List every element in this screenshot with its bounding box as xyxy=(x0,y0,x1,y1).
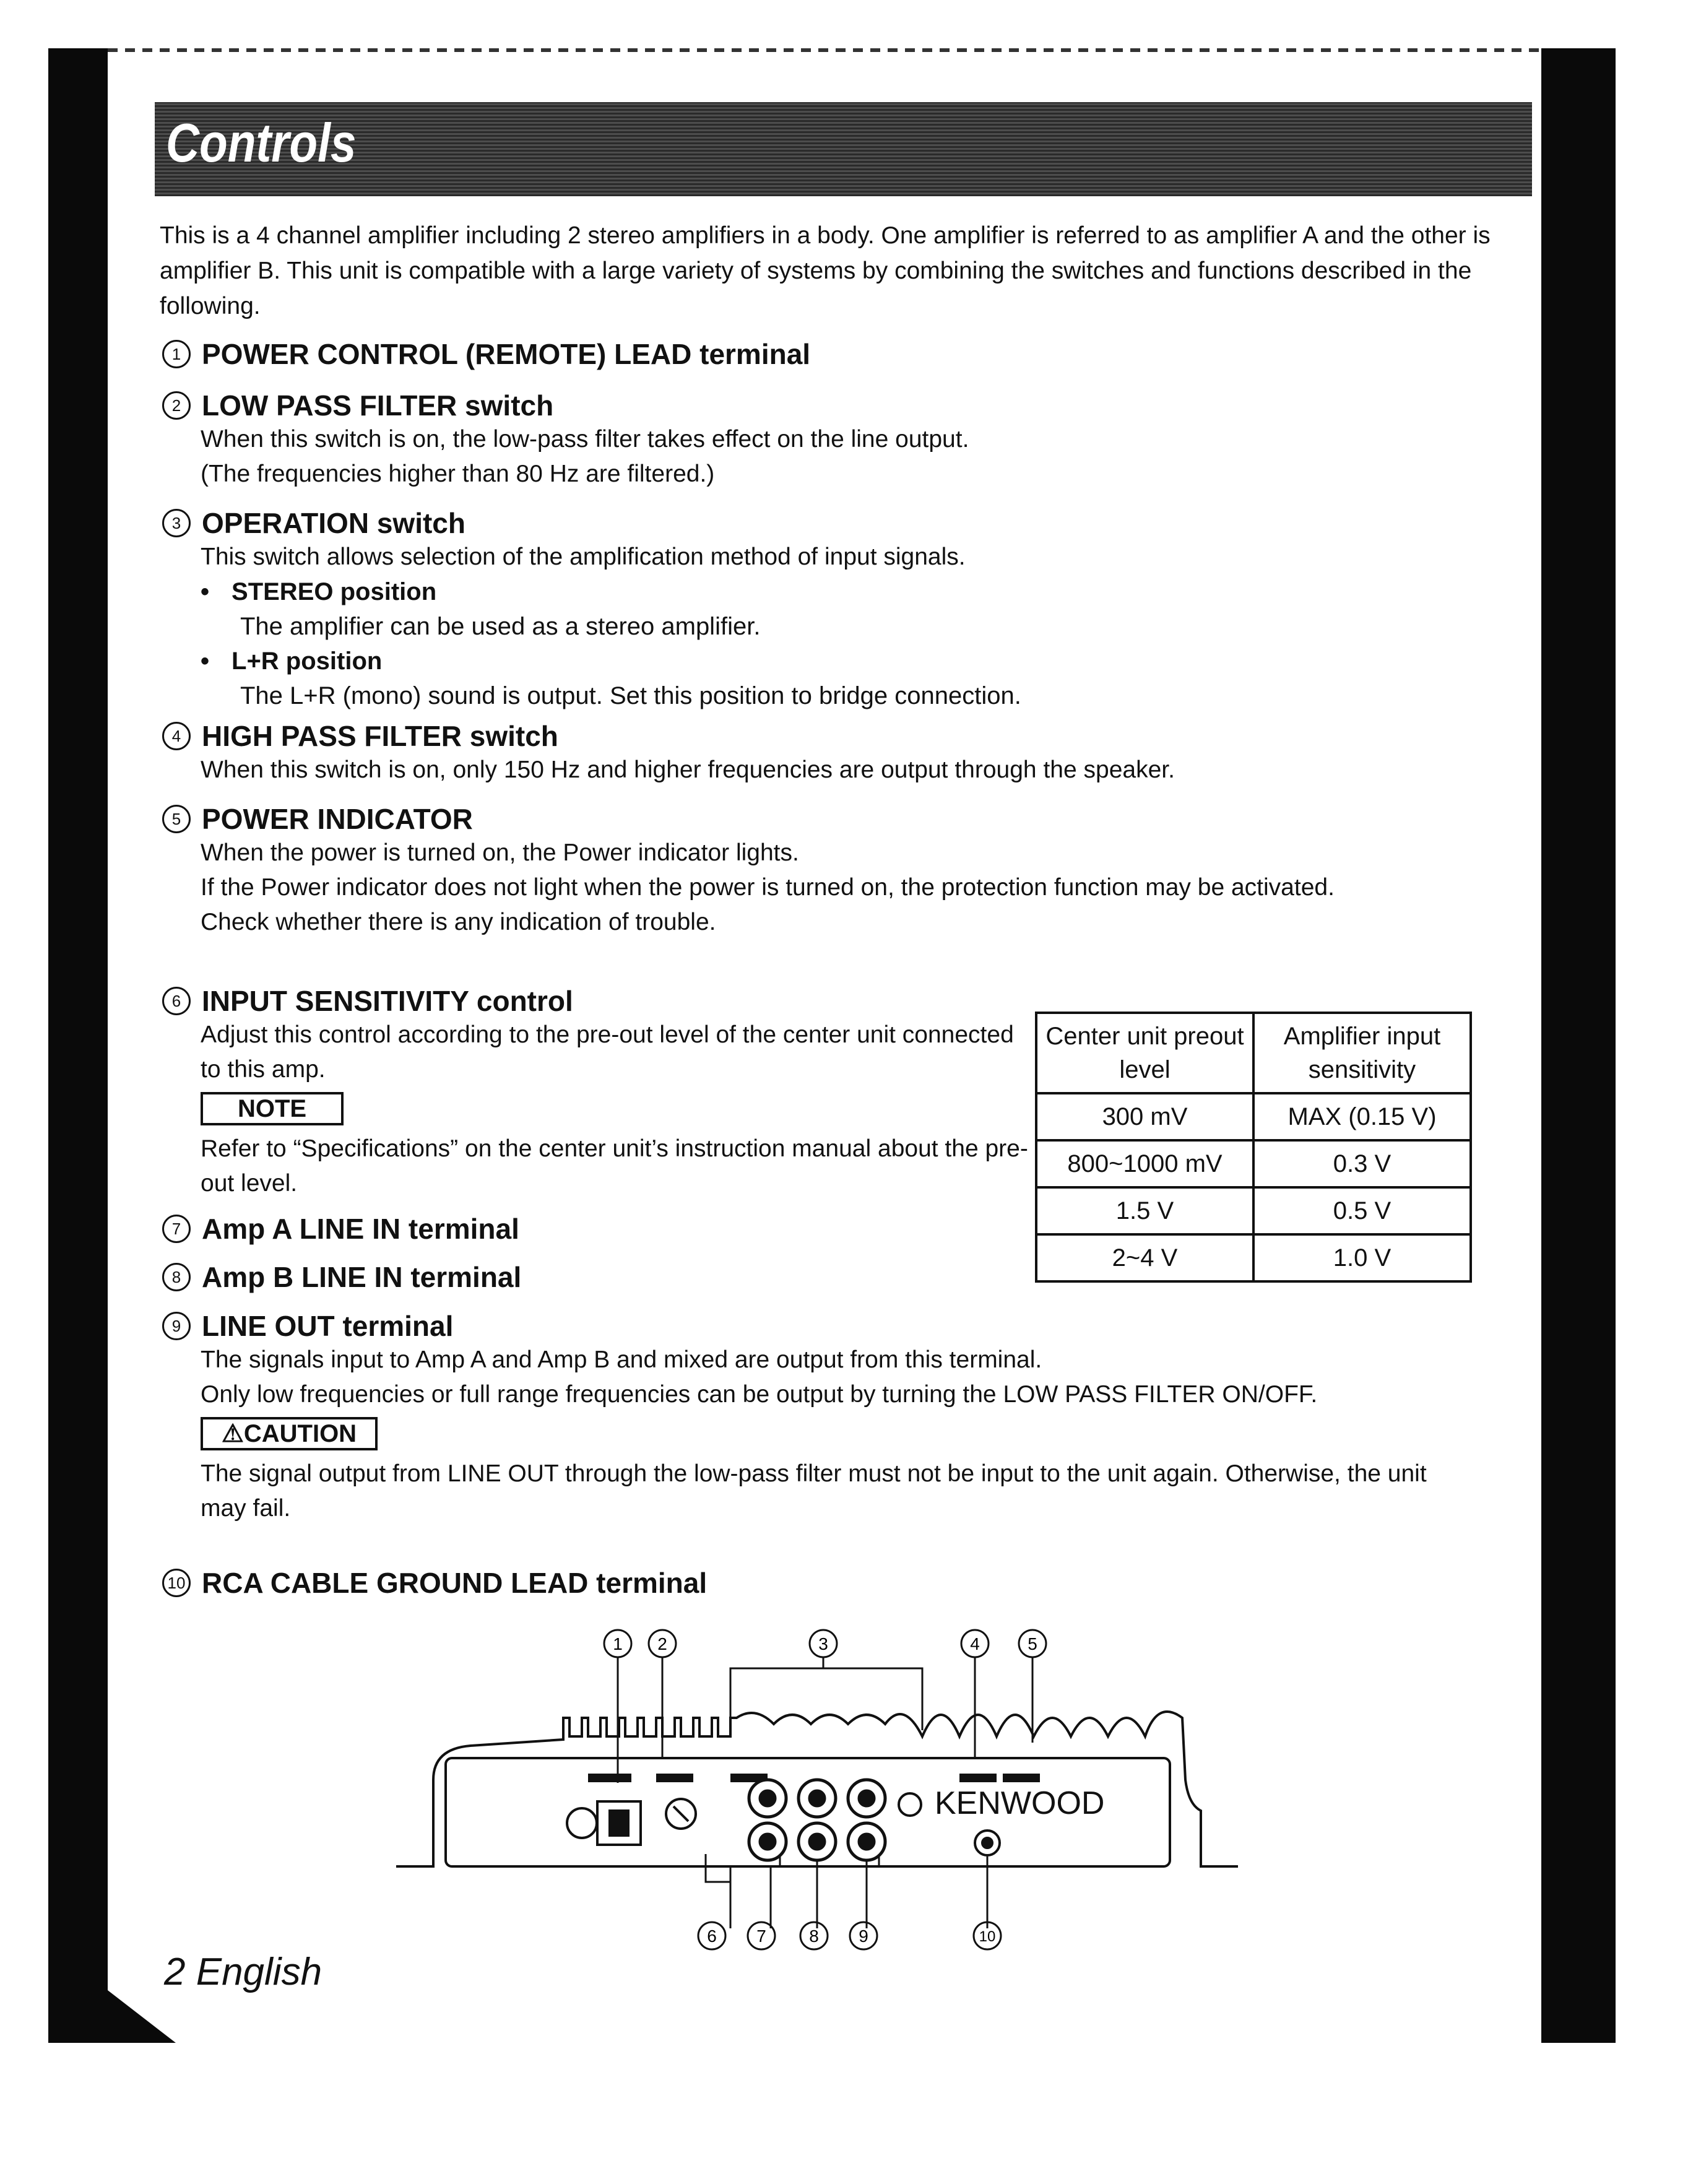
item-number: 3 xyxy=(162,509,191,537)
callout-4 xyxy=(961,1630,989,1657)
page-corner-mark xyxy=(108,1990,176,2043)
item-number: 7 xyxy=(162,1215,191,1243)
item-number: 1 xyxy=(162,340,191,368)
item-text: Only low frequencies or full range frequencies can be output by turning the LOW PASS FILTER ON/OFF. xyxy=(201,1381,1318,1408)
item-number: 5 xyxy=(162,805,191,833)
table-cell: 2~4 V xyxy=(1036,1234,1253,1281)
page-number: 2 xyxy=(164,1951,186,1993)
rca-jacks xyxy=(749,1780,885,1860)
caution-text: The signal output from LINE OUT through the low-pass filter must not be input to the unit again. Otherwise, the unit may fail. xyxy=(201,1460,1427,1522)
svg-text:10: 10 xyxy=(979,1928,996,1945)
footer-language: English xyxy=(196,1951,322,1993)
svg-text:4: 4 xyxy=(970,1634,980,1653)
svg-text:7: 7 xyxy=(756,1926,766,1946)
item-title: LOW PASS FILTER switch xyxy=(202,389,554,422)
table-header: Center unit preout level xyxy=(1036,1013,1253,1093)
item-text: The signals input to Amp A and Amp B and mixed are output from this terminal. xyxy=(201,1346,1042,1373)
bullet-text: The L+R (mono) sound is output. Set this position to bridge connection. xyxy=(240,682,1021,709)
item-text: Adjust this control according to the pre-out level of the center unit connected to this amp. xyxy=(201,1021,1014,1083)
sensitivity-table xyxy=(1035,1012,1472,1283)
table-cell: 1.5 V xyxy=(1036,1187,1253,1234)
item-text: (The frequencies higher than 80 Hz are filtered.) xyxy=(201,461,715,487)
item-title: POWER INDICATOR xyxy=(202,803,473,835)
bullet-title: • L+R position xyxy=(201,644,1524,678)
amplifier-diagram xyxy=(384,1619,1288,1953)
item-title: HIGH PASS FILTER switch xyxy=(202,720,558,752)
callout-7 xyxy=(748,1922,775,1949)
table-row xyxy=(1036,1140,1471,1187)
item-rca-ground-lead xyxy=(162,1566,1524,1600)
item-title: Amp B LINE IN terminal xyxy=(202,1261,522,1293)
item-number: 9 xyxy=(162,1312,191,1340)
table-row xyxy=(1036,1234,1471,1281)
item-low-pass-filter xyxy=(162,389,1524,492)
note-label: NOTE xyxy=(201,1092,344,1125)
bullet-text: The amplifier can be used as a stereo amplifier. xyxy=(240,613,761,640)
table-cell: MAX (0.15 V) xyxy=(1253,1093,1471,1140)
item-power-control-lead xyxy=(162,337,1524,371)
svg-text:1: 1 xyxy=(613,1634,623,1653)
section-header-bar xyxy=(155,102,1532,196)
item-title: Amp A LINE IN terminal xyxy=(202,1213,519,1245)
item-text: This switch allows selection of the amplification method of input signals. xyxy=(201,544,966,570)
item-power-indicator xyxy=(162,802,1524,940)
item-title: OPERATION switch xyxy=(202,507,465,539)
callout-5 xyxy=(1019,1630,1046,1657)
svg-text:9: 9 xyxy=(859,1926,868,1946)
item-number: 8 xyxy=(162,1263,191,1291)
scan-border-top xyxy=(108,48,1541,52)
table-cell: 0.3 V xyxy=(1253,1140,1471,1187)
power-lead-terminal xyxy=(567,1801,641,1845)
svg-text:2: 2 xyxy=(657,1634,667,1653)
item-text: When this switch is on, the low-pass filter takes effect on the line output. xyxy=(201,426,969,453)
table-row xyxy=(1036,1093,1471,1140)
callout-2 xyxy=(649,1630,676,1657)
callout-9 xyxy=(850,1922,877,1949)
item-text: If the Power indicator does not light when the power is turned on, the protection function may be activated. xyxy=(201,874,1335,901)
item-input-sensitivity xyxy=(162,984,1029,1201)
table-cell: 800~1000 mV xyxy=(1036,1140,1253,1187)
item-text: When this switch is on, only 150 Hz and higher frequencies are output through the speaker. xyxy=(201,756,1175,783)
svg-text:6: 6 xyxy=(707,1926,717,1946)
section-title: Controls xyxy=(166,112,357,173)
caution-label: ⚠CAUTION xyxy=(201,1417,378,1450)
item-number: 2 xyxy=(162,391,191,420)
bullet-stereo xyxy=(201,574,1524,644)
intro-paragraph: This is a 4 channel amplifier including 2 stereo amplifiers in a body. One amplifier is referred to as amplifier A and the other is amplifier B. This unit is compatible with a large variety of systems by combining the switches and functions described in the following. xyxy=(160,222,1491,319)
item-title: RCA CABLE GROUND LEAD terminal xyxy=(202,1567,708,1599)
scan-border-right xyxy=(1541,48,1616,2043)
svg-text:8: 8 xyxy=(809,1926,819,1946)
bullet-lr xyxy=(201,644,1524,713)
item-title: POWER CONTROL (REMOTE) LEAD terminal xyxy=(202,338,811,370)
callout-1 xyxy=(604,1630,631,1657)
item-text: Check whether there is any indication of trouble. xyxy=(201,909,716,935)
table-header-row xyxy=(1036,1013,1471,1093)
item-line-out xyxy=(162,1309,1524,1526)
svg-text:5: 5 xyxy=(1028,1634,1037,1653)
table-cell: 300 mV xyxy=(1036,1093,1253,1140)
callout-3 xyxy=(810,1630,837,1657)
brand-logo: KENWOOD xyxy=(935,1785,1105,1821)
note-text: Refer to “Specifications” on the center unit’s instruction manual about the pre-out level. xyxy=(201,1135,1028,1197)
item-text: When the power is turned on, the Power indicator lights. xyxy=(201,839,799,866)
item-title: INPUT SENSITIVITY control xyxy=(202,985,573,1017)
page-footer xyxy=(164,1950,322,1994)
callout-8 xyxy=(800,1922,828,1949)
table-header: Amplifier input sensitivity xyxy=(1253,1013,1471,1093)
item-operation-switch xyxy=(162,506,1524,713)
table-cell: 1.0 V xyxy=(1253,1234,1471,1281)
svg-text:3: 3 xyxy=(818,1634,828,1653)
bullet-title: • STEREO position xyxy=(201,574,1524,609)
sensitivity-knob xyxy=(666,1799,696,1829)
callout-6 xyxy=(698,1922,725,1949)
item-number: 10 xyxy=(162,1569,191,1597)
item-title: LINE OUT terminal xyxy=(202,1310,454,1342)
table-row xyxy=(1036,1187,1471,1234)
item-number: 6 xyxy=(162,987,191,1015)
item-number: 4 xyxy=(162,722,191,750)
scan-border-left xyxy=(48,48,108,2043)
table-cell: 0.5 V xyxy=(1253,1187,1471,1234)
item-high-pass-filter xyxy=(162,719,1524,787)
